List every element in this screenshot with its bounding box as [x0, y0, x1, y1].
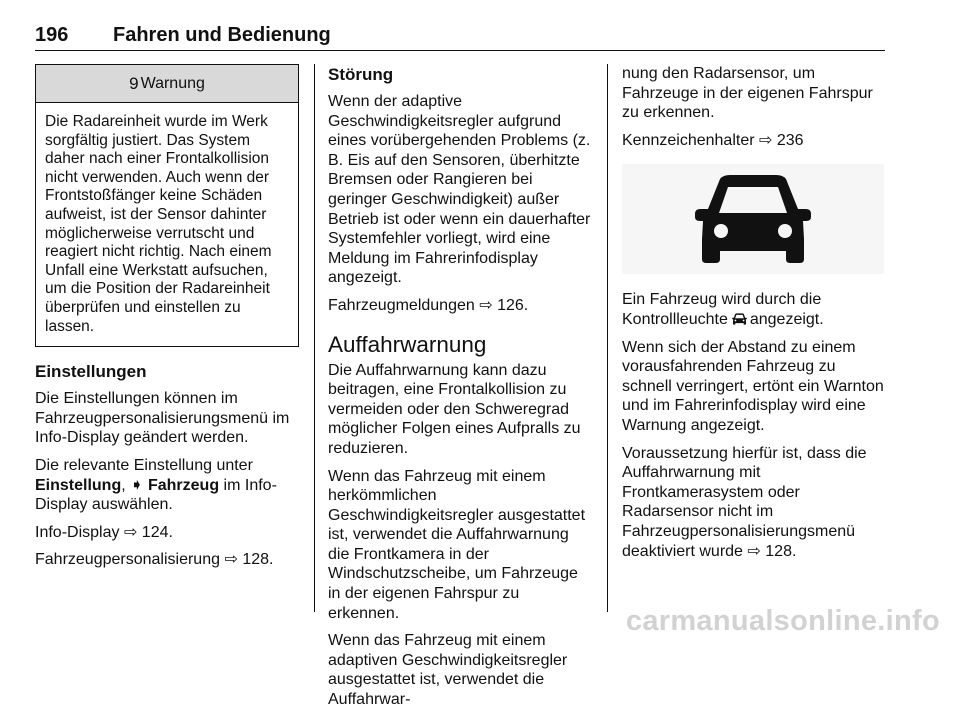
column-middle [328, 64, 593, 718]
paragraph: Wenn das Fahrzeug mit einem herkömmlichen Geschwindigkeitsregler ausgestattet ist, verwendet die Auffahrwarnung die Frontkamera in der Windschutzscheibe, um Fahrzeuge in der eigenen Fahrspur zu erkennen. [328, 467, 586, 622]
ref-arrow-icon: ⇨ [759, 131, 773, 149]
warning-box [35, 64, 299, 347]
warning-title: Warnung [140, 74, 205, 92]
paragraph: Die Auffahrwarnung kann dazu beitragen, eine Frontalkollision zu vermeiden oder den Schweregrad möglicher Folgen eines Aufpralls zu reduzieren. [328, 361, 581, 457]
menu-fahrzeug: Fahrzeug [147, 476, 220, 494]
menu-arrow-icon: ➧ [130, 476, 144, 494]
column-right [622, 64, 887, 569]
header-rule [35, 50, 885, 51]
ref-arrow-icon: ⇨ [479, 296, 493, 314]
cross-reference[interactable]: Info-Display ⇨ 124. [35, 523, 173, 541]
column-divider [607, 64, 608, 612]
warning-header [36, 65, 298, 103]
watermark: carmanualsonline.info [625, 605, 940, 637]
vehicle-ahead-icon [694, 173, 812, 265]
paragraph: Wenn sich der Abstand zu einem vorausfahrenden Fahrzeug zu schnell verringert, ertönt ein Warnton und im Fahrerinfodisplay wird eine Warnung angezeigt. [622, 338, 884, 434]
paragraph: nung den Radarsensor, um Fahrzeuge in der eigenen Fahrspur zu erkennen. [622, 65, 873, 122]
vehicle-ahead-illustration [622, 164, 884, 274]
ref-arrow-icon: ⇨ [224, 551, 238, 569]
menu-einstellung: Einstellung [35, 476, 122, 494]
paragraph: Wenn der adaptive Geschwindigkeitsregler aufgrund eines vorübergehenden Problems (z. B. Eis auf den Sensoren, überhitzte Bremsen oder Rangieren bei geringer Geschwindigkeit) außer Betrieb ist oder wenn ein dauerhafter Systemfehler vorliegt, wird eine Meldung im Fahrerinfodisplay angezeigt. [328, 93, 591, 287]
cross-reference[interactable]: Kennzeichenhalter ⇨ 236 [622, 131, 804, 149]
cross-reference[interactable]: Fahrzeugpersonalisierung ⇨ 128. [35, 551, 274, 569]
ref-arrow-icon: ⇨ [123, 523, 138, 541]
column-left [35, 64, 300, 578]
paragraph: Die relevante Einstellung unter Einstellung, ➧ Fahrzeug im Info-Display auswählen. [35, 456, 277, 514]
paragraph: Wenn das Fahrzeug mit einem adaptiven Geschwindigkeitsregler ausgestattet ist, verwendet die Auffahrwar- [328, 632, 568, 709]
auffahrwarnung-heading: Auffahrwarnung [328, 331, 487, 357]
cross-reference[interactable]: Fahrzeugmeldungen ⇨ 126. [328, 296, 529, 314]
warning-text: Die Radareinheit wurde im Werk sorgfältig justiert. Das System daher nach einer Frontalkollision nicht verwenden. Auch wenn der Frontstoßfänger keine Schäden aufweist, ist der Sensor dahinter möglicherweise verrutscht und reagiert nicht richtig. Nach einem Unfall eine Werkstatt aufsuchen, um die Position der Radareinheit überprüfen und einstellen zu lassen. [45, 113, 272, 335]
einstellungen-heading: Einstellungen [35, 362, 147, 382]
stoerung-heading: Störung [328, 65, 394, 84]
warning-triangle-icon: 9 [129, 73, 139, 93]
paragraph: Voraussetzung hierfür ist, dass die Auffahrwarnung mit Frontkamerasystem oder Radarsensor nicht im Fahrzeugpersonalisierungsmenü deaktiviert wurde ⇨ 128. [622, 444, 867, 560]
section-title: Fahren und Bedienung [113, 24, 331, 46]
paragraph: Ein Fahrzeug wird durch die Kontrollleuchte angezeigt. [622, 291, 824, 328]
column-divider [314, 64, 315, 612]
page-number: 196 [35, 24, 69, 46]
ref-arrow-icon: ⇨ [747, 542, 761, 560]
paragraph: Die Einstellungen können im Fahrzeugpersonalisierungsmenü im Info-Display geändert werden. [35, 390, 290, 447]
vehicle-ahead-icon [732, 313, 747, 325]
